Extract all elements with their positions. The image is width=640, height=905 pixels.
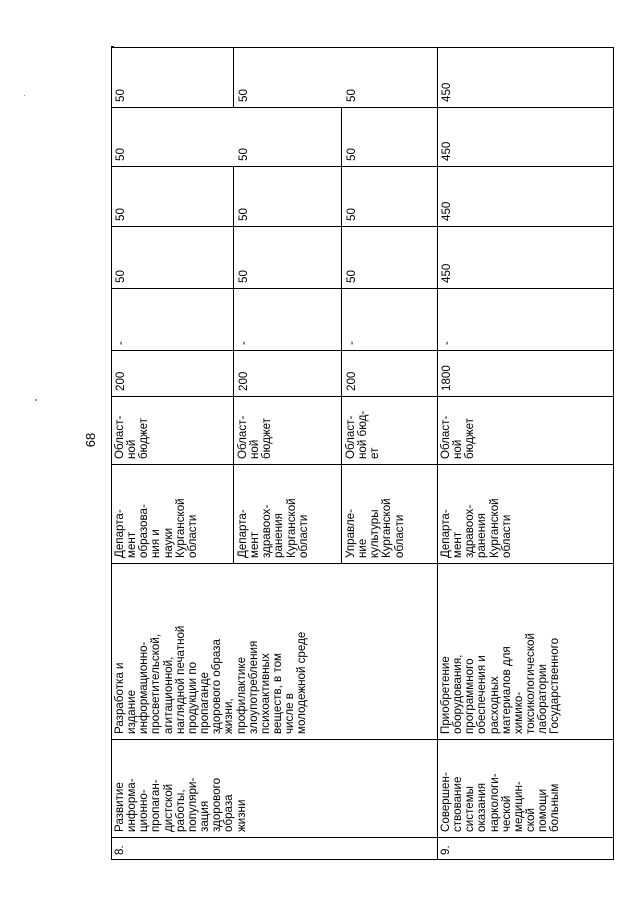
activity-cell: Разработка и издание информационно- просветительской, агитационной, наглядной печатной продукции по пропаганде здорового образа жизни, профилактике злоупотребления психоактивных веществ, в том числе в молодежной среде	[111, 563, 437, 739]
funding-year-1-cell: -	[234, 288, 342, 350]
executor-cell: Управле- ние культуры Курганской области	[342, 464, 437, 563]
program-table	[111, 47, 614, 860]
row-border-bottom	[613, 47, 614, 860]
executor-cell: Департа- мент здравоох- ранения Курганской области	[437, 464, 613, 563]
funding-year-1-cell: -	[342, 288, 437, 350]
funding-source-cell: Област- ной бюджет	[234, 396, 342, 464]
funding-year-2-cell: 50	[111, 226, 234, 288]
row-number: 8.	[111, 837, 437, 860]
scan-speck	[24, 95, 25, 96]
row-number: 9.	[437, 837, 613, 860]
funding-source-cell: Област- ной бюджет	[111, 396, 234, 464]
funding-total-cell: 200	[234, 350, 342, 396]
page-number: 68	[83, 432, 98, 448]
task-cell: Совершен- ствование системы оказания наркологи- ческой медицин- ской помощи больным	[437, 739, 613, 837]
executor-cell: Департа- мент образова- ния и науки Курганской области	[111, 464, 234, 563]
funding-year-4-cell: 50	[111, 107, 234, 166]
executor-cell: Департа- мент здравоох- ранения Курганской области	[234, 464, 342, 563]
funding-year-4-cell: 50	[234, 107, 342, 166]
funding-total-cell: 1800	[437, 350, 613, 396]
funding-year-5-cell: 450	[440, 82, 453, 102]
funding-year-3-cell: 50	[111, 166, 234, 226]
funding-year-4-cell: 50	[342, 107, 437, 166]
funding-year-2-cell: 50	[234, 226, 342, 288]
funding-year-3-cell: 50	[234, 166, 342, 226]
funding-total-cell: 200	[342, 350, 437, 396]
funding-year-5-cell: 50	[237, 89, 250, 102]
funding-total-cell: 200	[111, 350, 234, 396]
funding-year-5-cell: 50	[111, 47, 234, 107]
funding-year-5-cell: 50	[345, 89, 358, 102]
funding-year-2-cell: 450	[437, 226, 613, 288]
activity-cell: Приобретение оборудования, программного обеспечения и расходных материалов для химико- токсикологической лаборатории Государственного	[437, 563, 613, 739]
scan-speck	[35, 399, 37, 401]
funding-source-cell: Област- ной бюд- ет	[342, 396, 437, 464]
funding-source-cell: Област- ной бюджет	[437, 396, 613, 464]
funding-year-4-cell: 450	[437, 107, 613, 166]
funding-year-1-cell: -	[437, 288, 613, 350]
funding-year-3-cell: 450	[437, 166, 613, 226]
funding-year-1-cell: -	[111, 288, 234, 350]
funding-year-3-cell: 50	[342, 166, 437, 226]
funding-year-2-cell: 50	[342, 226, 437, 288]
indicator-cell	[111, 37, 114, 47]
task-cell: Развитие информа- ционно- пропаган- дистской работы, популяри- зация здорового образа жизни	[111, 739, 437, 837]
program-table-rotated	[111, 0, 614, 860]
